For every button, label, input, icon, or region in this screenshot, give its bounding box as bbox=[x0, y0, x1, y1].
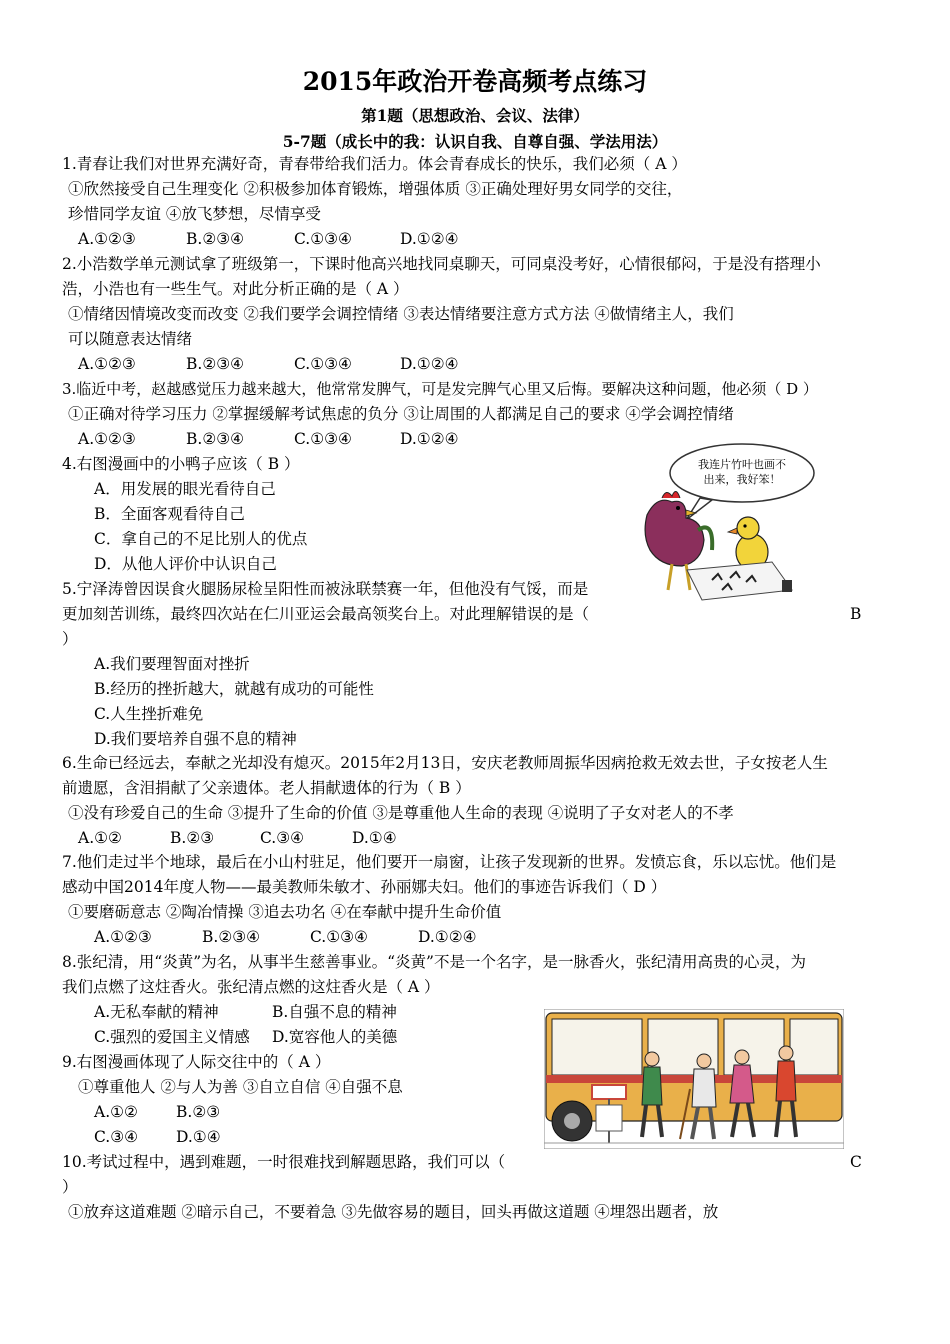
q9-statements: ①尊重他人 ②与人为善 ③自立自信 ④自强不息 bbox=[78, 1078, 403, 1096]
section-subtitle-2: 5-7题（成长中的我：认识自我、自尊自强、学法用法） bbox=[282, 132, 668, 151]
speech-bubble-line2: 出来，我好笨！ bbox=[703, 473, 781, 486]
q1-option-d: D.①②④ bbox=[400, 230, 459, 248]
q1-stem: 1.青春让我们对世界充满好奇，青春带给我们活力。体会青春成长的快乐，我们必须（ A ） bbox=[62, 155, 687, 173]
q3-option-b: B.②③④ bbox=[186, 430, 245, 448]
q10-stem-close: ） bbox=[62, 1178, 78, 1196]
q10-statements: ①放弃这道难题 ②暗示自己，不要着急 ③先做容易的题目，回头再做这道题 ④埋怨出题者，放 bbox=[68, 1203, 719, 1221]
q3-option-d: D.①②④ bbox=[400, 430, 459, 448]
q2-option-c: C.①③④ bbox=[294, 355, 352, 373]
q5-option-d: D.我们要培养自强不息的精神 bbox=[94, 730, 297, 748]
q6-option-b: B.②③ bbox=[170, 829, 215, 847]
q5-answer: B bbox=[850, 605, 862, 623]
q7-option-b: B.②③④ bbox=[202, 928, 261, 946]
q6-stem-line2: 前遗愿，含泪捐献了父亲遗体。老人捐献遗体的行为（ B ） bbox=[62, 779, 471, 797]
q5-stem-close: ） bbox=[62, 630, 78, 648]
q2-stem-line1: 2.小浩数学单元测试拿了班级第一，下课时他高兴地找同桌聊天，可同桌没考好，心情很郁闷，于是没有搭理小 bbox=[62, 255, 821, 273]
q8-option-a: A.无私奉献的精神 bbox=[94, 1003, 219, 1021]
q6-option-a: A.①② bbox=[78, 829, 122, 847]
q2-option-d: D.①②④ bbox=[400, 355, 459, 373]
q3-option-c: C.①③④ bbox=[294, 430, 352, 448]
q5-stem-line1: 5.宁泽涛曾因误食火腿肠尿检呈阳性而被泳联禁赛一年，但他没有气馁，而是 bbox=[62, 580, 589, 598]
q4-option-c: C．拿自己的不足比别人的优点 bbox=[94, 530, 308, 548]
q7-option-d: D.①②④ bbox=[418, 928, 477, 946]
q4-option-b: B．全面客观看待自己 bbox=[94, 505, 245, 523]
q4-stem: 4.右图漫画中的小鸭子应该（ B ） bbox=[62, 455, 300, 473]
q6-statements: ①没有珍爱自己的生命 ③提升了生命的价值 ③是尊重他人生命的表现 ④说明了子女对老人的不孝 bbox=[68, 804, 734, 822]
q1-option-a: A.①②③ bbox=[78, 230, 136, 248]
q1-option-b: B.②③④ bbox=[186, 230, 245, 248]
rooster-duckling-cartoon bbox=[642, 440, 822, 605]
q8-option-b: B.自强不息的精神 bbox=[272, 1003, 397, 1021]
q7-stem-line1: 7.他们走过半个地球，最后在小山村驻足，他们要开一扇窗，让孩子发现新的世界。发愤忘食，乐以忘忧。他们是 bbox=[62, 853, 837, 871]
q1-option-c: C.①③④ bbox=[294, 230, 352, 248]
q10-stem: 10.考试过程中，遇到难题，一时很难找到解题思路，我们可以（ bbox=[62, 1153, 506, 1171]
q8-stem-line2: 我们点燃了这炷香火。张纪清点燃的这炷香火是（ A ） bbox=[62, 978, 440, 996]
q5-option-b: B.经历的挫折越大，就越有成功的可能性 bbox=[94, 680, 374, 698]
q4-option-d: D．从他人评价中认识自己 bbox=[94, 555, 277, 573]
q9-option-b: B.②③ bbox=[176, 1103, 221, 1121]
q3-stem: 3.临近中考，赵越感觉压力越来越大，他常常发脾气，可是发完脾气心里又后悔。要解决这种问题，他必须（ D ） bbox=[62, 380, 818, 398]
q7-statements: ①要磨砺意志 ②陶冶情操 ③追去功名 ④在奉献中提升生命价值 bbox=[68, 903, 502, 921]
q3-statements: ①正确对待学习压力 ②掌握缓解考试焦虑的负分 ③让周围的人都满足自己的要求 ④学会调控情绪 bbox=[68, 405, 734, 423]
q4-option-a: A．用发展的眼光看待自己 bbox=[94, 480, 276, 498]
speech-bubble-line1: 我连片竹叶也画不 bbox=[698, 458, 786, 471]
page-title: 2015年政治开卷高频考点练习 bbox=[302, 67, 648, 96]
section-subtitle-1: 第1题（思想政治、会议、法律） bbox=[361, 106, 589, 125]
q6-option-c: C.③④ bbox=[260, 829, 305, 847]
q9-option-d: D.①④ bbox=[176, 1128, 221, 1146]
q8-option-c: C.强烈的爱国主义情感 bbox=[94, 1028, 250, 1046]
q9-stem: 9.右图漫画体现了人际交往中的（ A ） bbox=[62, 1053, 331, 1071]
q10-answer: C bbox=[850, 1153, 862, 1171]
q2-option-b: B.②③④ bbox=[186, 355, 245, 373]
q6-option-d: D.①④ bbox=[352, 829, 397, 847]
q3-option-a: A.①②③ bbox=[78, 430, 136, 448]
q2-option-a: A.①②③ bbox=[78, 355, 136, 373]
bus-boarding-cartoon bbox=[544, 1009, 844, 1149]
q6-stem-line1: 6.生命已经远去，奉献之光却没有熄灭。2015年2月13日，安庆老教师周振华因病抢救无效去世，子女按老人生 bbox=[62, 754, 828, 772]
q2-statements-line2: 可以随意表达情绪 bbox=[68, 330, 193, 348]
q2-statements-line1: ①情绪因情境改变而改变 ②我们要学会调控情绪 ③表达情绪要注意方式方法 ④做情绪主人，我们 bbox=[68, 305, 734, 323]
q7-stem-line2: 感动中国2014年度人物——最美教师朱敏才、孙丽娜夫妇。他们的事迹告诉我们（ D ） bbox=[62, 878, 667, 896]
q5-stem-line2: 更加刻苦训练，最终四次站在仁川亚运会最高领奖台上。对此理解错误的是（ bbox=[62, 605, 590, 623]
q2-stem-line2: 浩，小浩也有一些生气。对此分析正确的是（ A ） bbox=[62, 280, 409, 298]
q9-option-a: A.①② bbox=[94, 1103, 138, 1121]
q9-option-c: C.③④ bbox=[94, 1128, 139, 1146]
q7-option-c: C.①③④ bbox=[310, 928, 368, 946]
q1-statements-line2: 珍惜同学友谊 ④放飞梦想，尽情享受 bbox=[68, 205, 321, 223]
q1-statements-line1: ①欣然接受自己生理变化 ②积极参加体育锻炼，增强体质 ③正确处理好男女同学的交往， bbox=[68, 180, 683, 198]
q8-option-d: D.宽容他人的美德 bbox=[272, 1028, 398, 1046]
q5-option-c: C.人生挫折难免 bbox=[94, 705, 204, 723]
q8-stem-line1: 8.张纪清，用“炎黄”为名，从事半生慈善事业。“炎黄”不是一个名字，是一脉香火，张纪清用高贵的心灵，为 bbox=[62, 953, 806, 971]
q5-option-a: A.我们要理智面对挫折 bbox=[94, 655, 250, 673]
q7-option-a: A.①②③ bbox=[94, 928, 152, 946]
